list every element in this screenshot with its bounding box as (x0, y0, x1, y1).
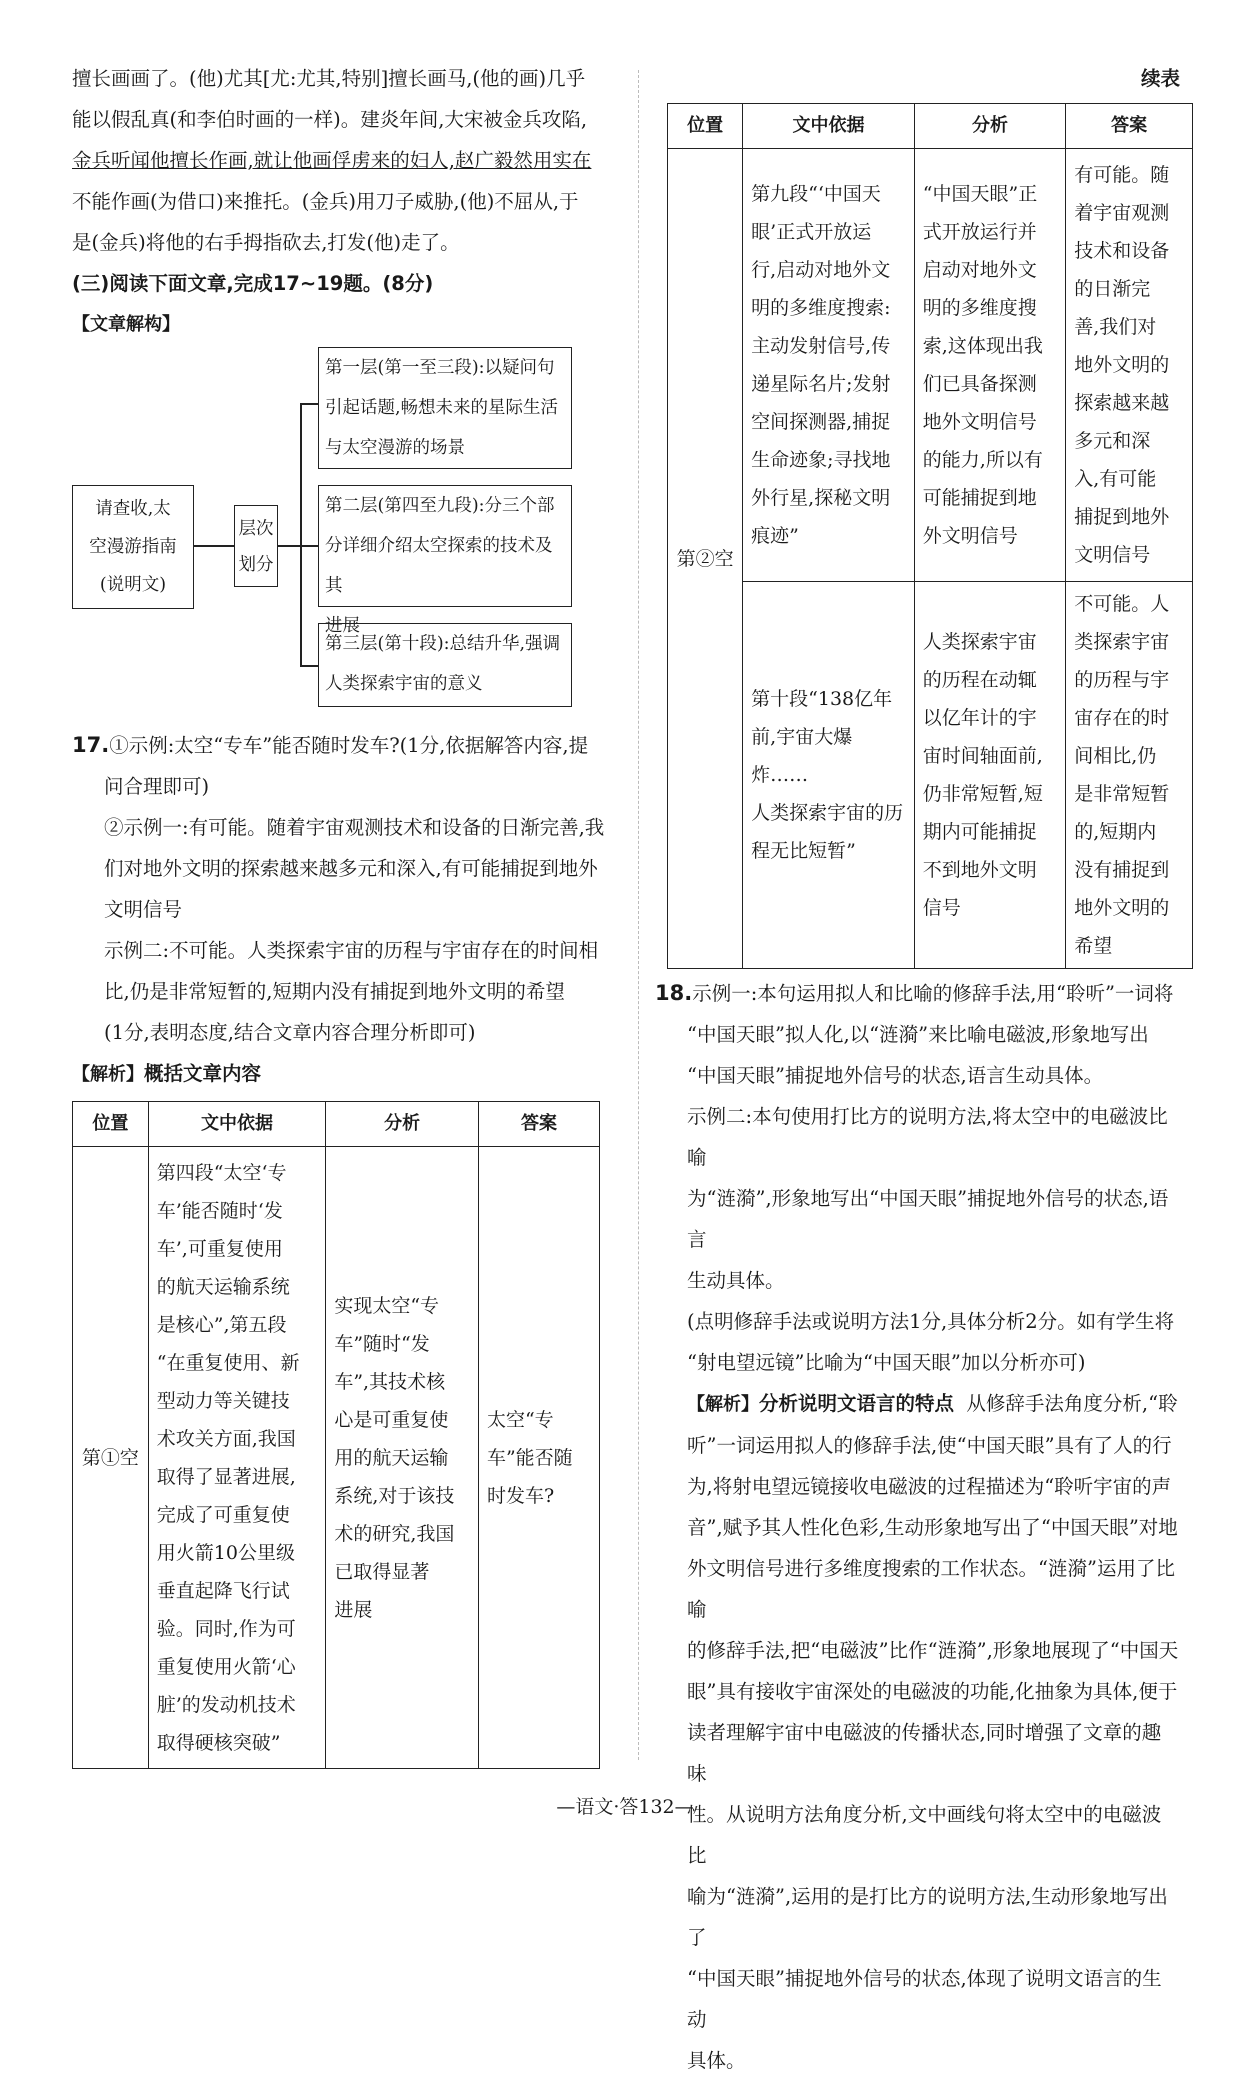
cell-line: 心是可重复使 (334, 1408, 449, 1431)
cell-line: 重复使用火箭‘心 (156, 1655, 296, 1678)
question-17 (72, 725, 622, 1053)
analysis-line: 喻为“涟漪”,运用的是打比方的说明方法,生动形象地写出了 (687, 1885, 1168, 1949)
cell-line: 时发车? (486, 1484, 555, 1507)
cell-line: 文明信号 (1074, 544, 1151, 566)
cell-line: 脏’的发动机技术 (156, 1693, 296, 1716)
diagram-middle-line: 划分 (238, 555, 274, 575)
analysis-label: 【解析】 (687, 1394, 759, 1415)
para-line: 是(金兵)将他的右手拇指砍去,打发(他)走了。 (72, 231, 460, 254)
cell-line: 不到地外文明 (922, 859, 1037, 881)
q17-line: 比,仍是非常短暂的,短期内没有捕捉到地外文明的希望 (104, 980, 565, 1003)
cell-line: 以亿年计的宇 (922, 707, 1037, 729)
cell-line: 信号 (922, 897, 961, 919)
analysis-line: 读者理解宇宙中电磁波的传播状态,同时增强了文章的趣味 (687, 1721, 1162, 1785)
q18-line: 示例一:本句运用拟人和比喻的修辞手法,用“聆听”一词将 (692, 982, 1174, 1005)
analysis-title: 概括文章内容 (144, 1062, 262, 1085)
page-footer: —语文·答132— (556, 1796, 694, 1818)
diagram-branch-1 (318, 347, 572, 469)
branch-line: 引起话题,畅想未来的星际生活 (325, 398, 559, 418)
table-header: 答案 (478, 1102, 599, 1147)
cell-line: 痕迹” (751, 525, 799, 547)
table-cell-position: 第②空 (668, 149, 743, 969)
cell-line: “中国天眼”正 (922, 183, 1038, 205)
diagram-root (72, 485, 194, 609)
table-header: 位置 (668, 104, 743, 149)
cell-line: 外行星,探秘文明 (751, 487, 891, 509)
table-cell-analysis (326, 1147, 479, 1769)
cell-line: 验。同时,作为可 (156, 1617, 296, 1640)
cell-line: 人类探索宇宙的历 (751, 802, 904, 824)
structure-diagram (72, 345, 622, 725)
q18-line: (点明修辞手法或说明方法1分,具体分析2分。如有学生将 (687, 1310, 1175, 1333)
cell-line: 递星际名片;发射 (751, 373, 891, 395)
column-divider (638, 70, 639, 1760)
cell-line: 完成了可重复使 (156, 1503, 290, 1526)
cell-line: 已取得显著 (334, 1560, 430, 1583)
diagram-root-line: 请查收,太 (95, 499, 171, 519)
analysis-table-1 (72, 1101, 600, 1769)
cell-line: 第九段“‘中国天 (751, 183, 881, 205)
cell-line: 用的航天运输 (334, 1446, 449, 1469)
cell-line: 车’,可重复使用 (156, 1237, 283, 1260)
connector (300, 545, 318, 547)
cell-line: 捕捉到地外 (1074, 506, 1170, 528)
analysis-line: 音”,赋予其人性化色彩,生动形象地写出了“中国天眼”对地 (687, 1516, 1178, 1539)
branch-line: 第二层(第四至九段):分三个部 (325, 496, 555, 516)
table-cell-basis (743, 149, 915, 582)
cell-line: 善,我们对 (1074, 316, 1157, 338)
cell-line: 前,宇宙大爆炸…… (751, 726, 853, 786)
branch-line: 进展 (325, 616, 360, 636)
cell-line: 的历程与宇 (1074, 669, 1170, 691)
analysis-title: 分析说明文语言的特点 (759, 1392, 955, 1415)
cell-line: 行,启动对地外文 (751, 259, 891, 281)
table-header: 位置 (73, 1102, 149, 1147)
table-cell-basis (148, 1147, 326, 1769)
cell-line: 太空“专 (486, 1408, 554, 1431)
table-cell-answer (478, 1147, 599, 1769)
analysis-line: 眼”具有接收宇宙深处的电磁波的功能,化抽象为具体,便于 (687, 1680, 1178, 1703)
cell-line: “在重复使用、新 (156, 1351, 300, 1374)
cell-line: 是核心”,第五段 (156, 1313, 287, 1336)
cell-line: 技术和设备 (1074, 240, 1170, 262)
cell-line: 人类探索宇宙 (922, 631, 1037, 653)
cell-line: 术攻关方面,我国 (156, 1427, 296, 1450)
analysis-line: 从修辞手法角度分析,“聆 (966, 1392, 1178, 1415)
cell-line: 不可能。人 (1074, 593, 1170, 615)
cell-line: 明的多维度搜索: (751, 297, 891, 319)
q17-line: (1分,表明态度,结合文章内容合理分析即可) (104, 1021, 476, 1044)
cell-line: 车”,其技术核 (334, 1370, 446, 1393)
q17-line: 问合理即可) (104, 775, 210, 798)
cell-line: 的,短期内 (1074, 821, 1157, 843)
table-cell-answer (1066, 582, 1193, 969)
table-header: 分析 (914, 104, 1065, 149)
cell-line: 期内可能捕捉 (922, 821, 1037, 843)
connector (278, 545, 300, 547)
table-header: 分析 (326, 1102, 479, 1147)
table-header: 文中依据 (743, 104, 915, 149)
analysis-line: “中国天眼”捕捉地外信号的状态,体现了说明文语言的生动 (687, 1967, 1162, 2031)
analysis-line: 具体。 (687, 2049, 746, 2072)
cell-line: 多元和深 (1074, 430, 1151, 452)
question-18 (655, 973, 1180, 2081)
q18-line: “中国天眼”捕捉地外信号的状态,语言生动具体。 (687, 1064, 1104, 1087)
q17-line: 示例二:不可能。人类探索宇宙的历程与宇宙存在的时间相 (104, 939, 599, 962)
diagram-middle (234, 505, 278, 587)
cell-line: 主动发射信号,传 (751, 335, 891, 357)
table-header: 文中依据 (148, 1102, 326, 1147)
cell-line: 车”随时“发 (334, 1332, 430, 1355)
continued-label: 续表 (1140, 67, 1180, 90)
cell-line: 明的多维度搜 (922, 297, 1037, 319)
cell-line: 程无比短暂” (751, 840, 856, 862)
diagram-middle-line: 层次 (238, 519, 274, 539)
para-line: 不能作画(为借口)来推托。(金兵)用刀子威胁,(他)不屈从,于 (72, 190, 579, 213)
diagram-branch-3 (318, 623, 572, 707)
cell-line: 进展 (334, 1598, 373, 1621)
question-number: 18. (655, 981, 693, 1005)
connector (300, 665, 318, 667)
cell-line: 的能力,所以有 (922, 449, 1043, 471)
cell-line: 式开放运行并 (922, 221, 1037, 243)
branch-line: 分详细介绍太空探索的技术及其 (325, 536, 553, 596)
q18-line: “射电望远镜”比喻为“中国天眼”加以分析亦可) (687, 1351, 1086, 1374)
cell-line: 可能捕捉到地 (922, 487, 1037, 509)
structure-label: 【文章解构】 (72, 314, 180, 335)
branch-line: 第一层(第一至三段):以疑问句 (325, 358, 555, 378)
branch-line: 第三层(第十段):总结升华,强调 (325, 634, 561, 654)
analysis-line: 外文明信号进行多维度搜索的工作状态。“涟漪”运用了比喻 (687, 1557, 1175, 1621)
branch-line: 人类探索宇宙的意义 (325, 674, 483, 694)
cell-line: 们已具备探测 (922, 373, 1037, 395)
q18-line: 为“涟漪”,形象地写出“中国天眼”捕捉地外信号的状态,语言 (687, 1187, 1169, 1251)
q18-line: 生动具体。 (687, 1269, 785, 1292)
analysis-table-2 (667, 103, 1193, 969)
cell-line: 希望 (1074, 935, 1113, 957)
cell-line: 术的研究,我国 (334, 1522, 455, 1545)
question-number: 17. (72, 733, 110, 757)
cell-line: 有可能。随 (1074, 164, 1170, 186)
cell-line: 类探索宇宙 (1074, 631, 1170, 653)
table-cell-answer (1066, 149, 1193, 582)
analysis-line: 为,将射电望远镜接收电磁波的过程描述为“聆听宇宙的声 (687, 1475, 1172, 1498)
cell-line: 生命迹象;寻找地 (751, 449, 891, 471)
cell-line: 用火箭10公里级 (156, 1541, 295, 1564)
connector (194, 545, 234, 547)
cell-line: 没有捕捉到 (1074, 859, 1170, 881)
q17-line: 们对地外文明的探索越来越多元和深入,有可能捕捉到地外 (104, 857, 598, 880)
diagram-branch-2 (318, 485, 572, 636)
cell-line: 宙存在的时 (1074, 707, 1170, 729)
left-column (72, 58, 622, 1769)
q17-line: ②示例一:有可能。随着宇宙观测技术和设备的日渐完善,我 (104, 816, 605, 839)
analysis-line: 的修辞手法,把“电磁波”比作“涟漪”,形象地展现了“中国天 (687, 1639, 1179, 1662)
q18-line: “中国天眼”拟人化,以“涟漪”来比喻电磁波,形象地写出 (687, 1023, 1149, 1046)
cell-line: 着宇宙观测 (1074, 202, 1170, 224)
table-header: 答案 (1066, 104, 1193, 149)
analysis-label: 【解析】 (72, 1064, 144, 1085)
cell-line: 眼’正式开放运 (751, 221, 872, 243)
table-cell-analysis (914, 582, 1065, 969)
analysis-line: 性。从说明方法角度分析,文中画线句将太空中的电磁波比 (687, 1803, 1162, 1867)
cell-line: 系统,对于该技 (334, 1484, 455, 1507)
cell-line: 型动力等关键技 (156, 1389, 290, 1412)
cell-line: 宙时间轴面前, (922, 745, 1043, 767)
cell-line: 取得硬核突破” (156, 1731, 281, 1754)
cell-line: 车”能否随 (486, 1446, 573, 1469)
table-cell-analysis (914, 149, 1065, 582)
right-column (655, 58, 1180, 2081)
cell-line: 空间探测器,捕捉 (751, 411, 891, 433)
cell-line: 第十段“138亿年 (751, 688, 893, 710)
cell-line: 的历程在动辄 (922, 669, 1037, 691)
cell-line: 的航天运输系统 (156, 1275, 290, 1298)
diagram-root-line: (说明文) (99, 575, 167, 595)
cell-line: 地外文明信号 (922, 411, 1037, 433)
cell-line: 实现太空“专 (334, 1294, 440, 1317)
cell-line: 探索越来越 (1074, 392, 1170, 414)
cell-line: 车’能否随时‘发 (156, 1199, 283, 1222)
para-line-underlined: 金兵听闻他擅长作画,就让他画俘虏来的妇人,赵广毅然用实在 (72, 149, 592, 172)
cell-line: 的日渐完 (1074, 278, 1151, 300)
connector (300, 403, 318, 405)
cell-line: 仍非常短暂,短 (922, 783, 1043, 805)
cell-line: 取得了显著进展, (156, 1465, 296, 1488)
cell-line: 第四段“太空‘专 (156, 1161, 287, 1184)
cell-line: 启动对地外文 (922, 259, 1037, 281)
q17-line: 文明信号 (104, 898, 183, 921)
connector (300, 403, 302, 665)
cell-line: 入,有可能 (1074, 468, 1157, 490)
para-line: 擅长画画了。(他)尤其[尤:尤其,特别]擅长画马,(他的画)几乎 (72, 67, 586, 90)
table-cell-basis (743, 582, 915, 969)
section-heading: (三)阅读下面文章,完成17~19题。(8分) (72, 272, 434, 295)
q17-line: ①示例:太空“专车”能否随时发车?(1分,依据解答内容,提 (109, 734, 589, 757)
cell-line: 是非常短暂 (1074, 783, 1170, 805)
cell-line: 外文明信号 (922, 525, 1018, 547)
cell-line: 索,这体现出我 (922, 335, 1043, 357)
cell-line: 地外文明的 (1074, 897, 1170, 919)
diagram-root-line: 空漫游指南 (89, 537, 177, 557)
cell-line: 间相比,仍 (1074, 745, 1157, 767)
table-cell-position: 第①空 (73, 1147, 149, 1769)
branch-line: 与太空漫游的场景 (325, 438, 465, 458)
cell-line: 垂直起降飞行试 (156, 1579, 290, 1602)
analysis-line: 听”一词运用拟人的修辞手法,使“中国天眼”具有了人的行 (687, 1434, 1172, 1457)
para-line: 能以假乱真(和李伯时画的一样)。建炎年间,大宋被金兵攻陷, (72, 108, 588, 131)
q18-line: 示例二:本句使用打比方的说明方法,将太空中的电磁波比喻 (687, 1105, 1168, 1169)
cell-line: 地外文明的 (1074, 354, 1170, 376)
